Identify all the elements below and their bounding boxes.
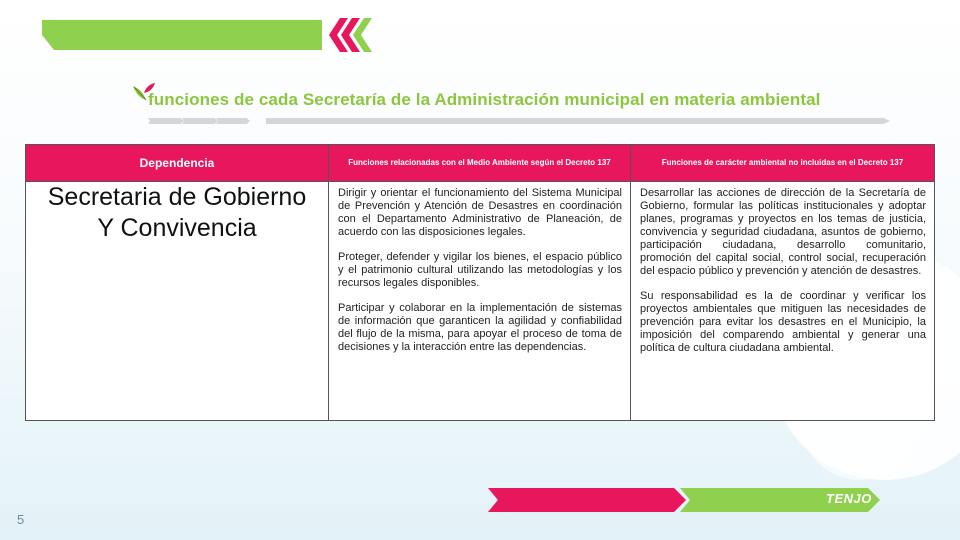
top-green-banner bbox=[42, 20, 322, 50]
double-chevron-left-icon bbox=[326, 18, 376, 52]
cell-funciones-decreto bbox=[329, 182, 631, 421]
page-number: 5 bbox=[17, 512, 25, 527]
paragraph: Proteger, defender y vigilar los bienes, el espacio público y el patrimonio cultural utilizando las metodologías y los recursos legales disponibles. bbox=[338, 250, 622, 289]
functions-table bbox=[25, 144, 935, 421]
underline-bar bbox=[266, 118, 890, 124]
tenjo-logo: TENJO bbox=[826, 491, 872, 506]
underline-dash bbox=[148, 118, 184, 124]
cell-dependencia: Secretaria de Gobierno Y Convivencia bbox=[26, 182, 329, 421]
slide-title: funciones de cada Secretaría de la Administración municipal en materia ambiental bbox=[148, 90, 821, 109]
paragraph: Participar y colaborar en la implementación de sistemas de información que garanticen la agilidad y confiabilidad del flujo de la misma, para apoyar el proceso de toma de decisiones y la interacción entre las dependencias. bbox=[338, 301, 622, 353]
underline-dash bbox=[182, 118, 218, 124]
underline-dash bbox=[216, 118, 250, 124]
title-underline bbox=[148, 116, 890, 126]
paragraph: Su responsabilidad es la de coordinar y verificar los proyectos ambientales que mitiguen las necesidades de prevención para evitar los desastres en el Municipio, la imposición del comparendo ambiental y generar una política de cultura ciudadana ambiental. bbox=[640, 289, 926, 354]
cell-funciones-no-incluidas bbox=[631, 182, 935, 421]
bottom-pink-banner bbox=[488, 488, 686, 512]
header-dependencia: Dependencia bbox=[26, 145, 329, 182]
table-header-row bbox=[26, 145, 935, 182]
header-funciones-decreto: Funciones relacionadas con el Medio Ambiente según el Decreto 137 bbox=[329, 145, 631, 182]
paragraph: Dirigir y orientar el funcionamiento del Sistema Municipal de Prevención y Atención de Desastres en coordinación con el Departamento Administrativo de Planeación, de acuerdo con las disposiciones legales. bbox=[338, 187, 622, 238]
table-row bbox=[26, 182, 935, 421]
header-funciones-no-incluidas: Funciones de carácter ambiental no incluidas en el Decreto 137 bbox=[631, 145, 935, 182]
paragraph: Desarrollar las acciones de dirección de la Secretaría de Gobierno, formular las políticas institucionales y adoptar planes, programas y proyectos en los temas de justicia, convivencia y seguridad ciudadana, asuntos de gobierno, participación ciudadana, desarrollo comunitario, promoción del capital social, control social, recuperación del espacio público y prevención y atención de desastres. bbox=[640, 187, 926, 277]
